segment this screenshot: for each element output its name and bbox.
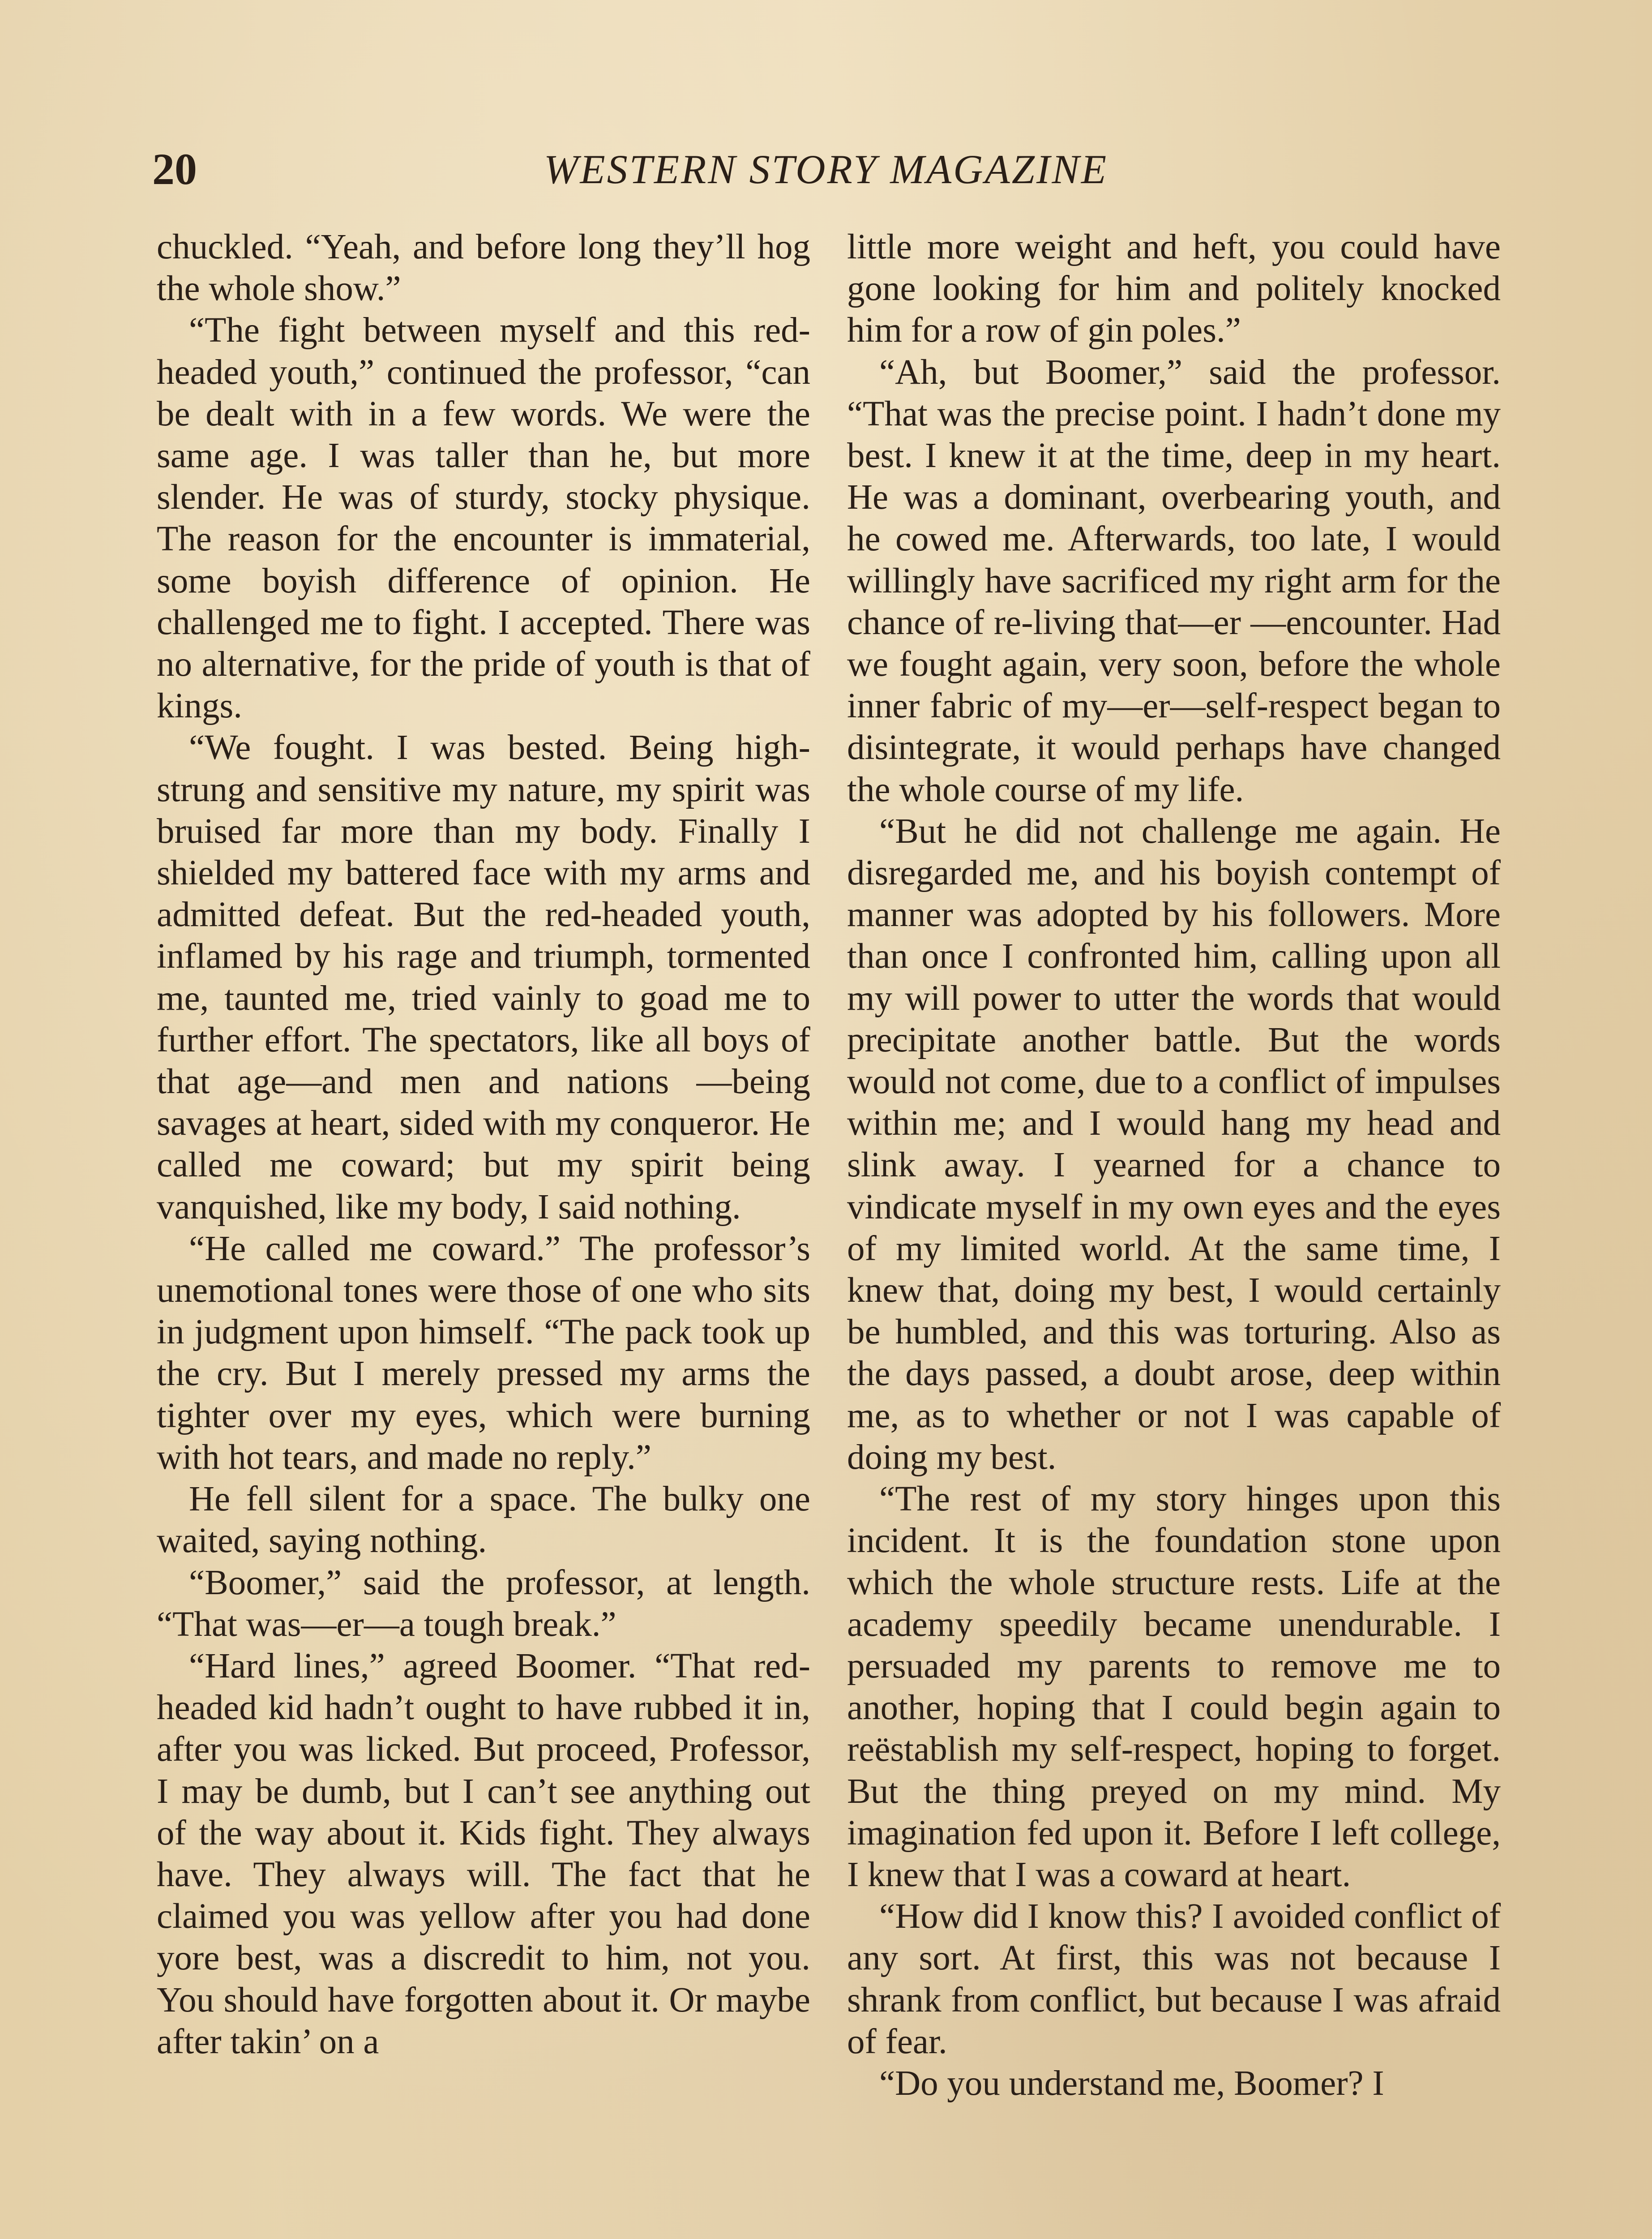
paragraph: “Ah, but Boomer,” said the professor. “That was the precise point. I hadn’t done my best. I knew it at the time, deep in my heart. He was a dominant, overbearing youth, and he cowed me. Afterwards, too late, I would willingly have sacrificed my right arm for the chance of re-living that—er —encounter. Had we fought again, very soon, before the whole inner fabric of my—er—self-respect began to disintegrate, it would perhaps have changed the whole course of my life.: [847, 352, 1501, 809]
left-text-column: [157, 226, 810, 2063]
paragraph: “We fought. I was bested. Being high-strung and sensitive my nature, my spirit was bruised far more than my body. Finally I shielded my battered face with my arms and admitted defeat. But the red-headed youth, inflamed by his rage and triumph, tormented me, taunted me, tried vainly to goad me to further effort. The spectators, like all boys of that age—and men and nations —being savages at heart, sided with my conqueror. He called me coward; but my spirit being vanquished, like my body, I said nothing.: [157, 728, 810, 1227]
running-title: WESTERN STORY MAGAZINE: [544, 146, 1108, 192]
paragraph: “Boomer,” said the professor, at length. “That was—er—a tough break.”: [157, 1563, 810, 1644]
paragraph: “The rest of my story hinges upon this incident. It is the foundation stone upon which the whole structure rests. Life at the academy speedily became unendurable. I persuaded my parents to remove me to another, hoping that I could begin again to reëstablish my self-respect, hoping to forget. But the thing preyed on my mind. My imagination fed upon it. Before I left college, I knew that I was a coward at heart.: [847, 1480, 1501, 1894]
paragraph: chuckled. “Yeah, and before long they’ll hog the whole show.”: [157, 227, 810, 309]
paragraph: “But he did not challenge me again. He disregarded me, and his boyish contempt of manner was adopted by his followers. More than once I confronted him, calling upon all my will power to utter the words that would precipitate another battle. But the words would not come, due to a conflict of impulses within me; and I would hang my head and slink away. I yearned for a chance to vindicate myself in my own eyes and the eyes of my limited world. At the same time, I knew that, doing my best, I would certainly be humbled, and this was torturing. Also as the days passed, a doubt arose, deep within me, as to whether or not I was capable of doing my best.: [847, 811, 1501, 1477]
paragraph: “The fight between myself and this red-headed youth,” continued the professor, “can be dealt with in a few words. We were the same age. I was taller than he, but more slender. He was of sturdy, stocky physique. The reason for the encounter is immaterial, some boyish difference of opinion. He challenged me to fight. I accepted. There was no alternative, for the pride of youth is that of kings.: [157, 311, 810, 726]
paragraph: He fell silent for a space. The bulky one waited, saying nothing.: [157, 1480, 810, 1561]
paragraph: little more weight and heft, you could have gone looking for him and politely knocked him for a row of gin poles.”: [847, 227, 1501, 350]
right-text-column: [847, 226, 1501, 2104]
page-number: 20: [152, 144, 197, 194]
page-header: [152, 142, 1500, 196]
paragraph: “Hard lines,” agreed Boomer. “That red-headed kid hadn’t ought to have rubbed it in, after you was licked. But proceed, Professor, I may be dumb, but I can’t see anything out of the way about it. Kids fight. They always have. They always will. The fact that he claimed you was yellow after you had done yore best, was a discredit to him, not you. You should have forgotten about it. Or maybe after takin’ on a: [157, 1646, 810, 2061]
paragraph: “How did I know this? I avoided conflict of any sort. At first, this was not because I shrank from conflict, but because I was afraid of fear.: [847, 1897, 1501, 2061]
paragraph: “Do you understand me, Boomer? I: [879, 2063, 1384, 2103]
paragraph: “He called me coward.” The professor’s unemotional tones were those of one who sits in judgment upon himself. “The pack took up the cry. But I merely pressed my arms the tighter over my eyes, which were burning with hot tears, and made no reply.”: [157, 1229, 810, 1477]
